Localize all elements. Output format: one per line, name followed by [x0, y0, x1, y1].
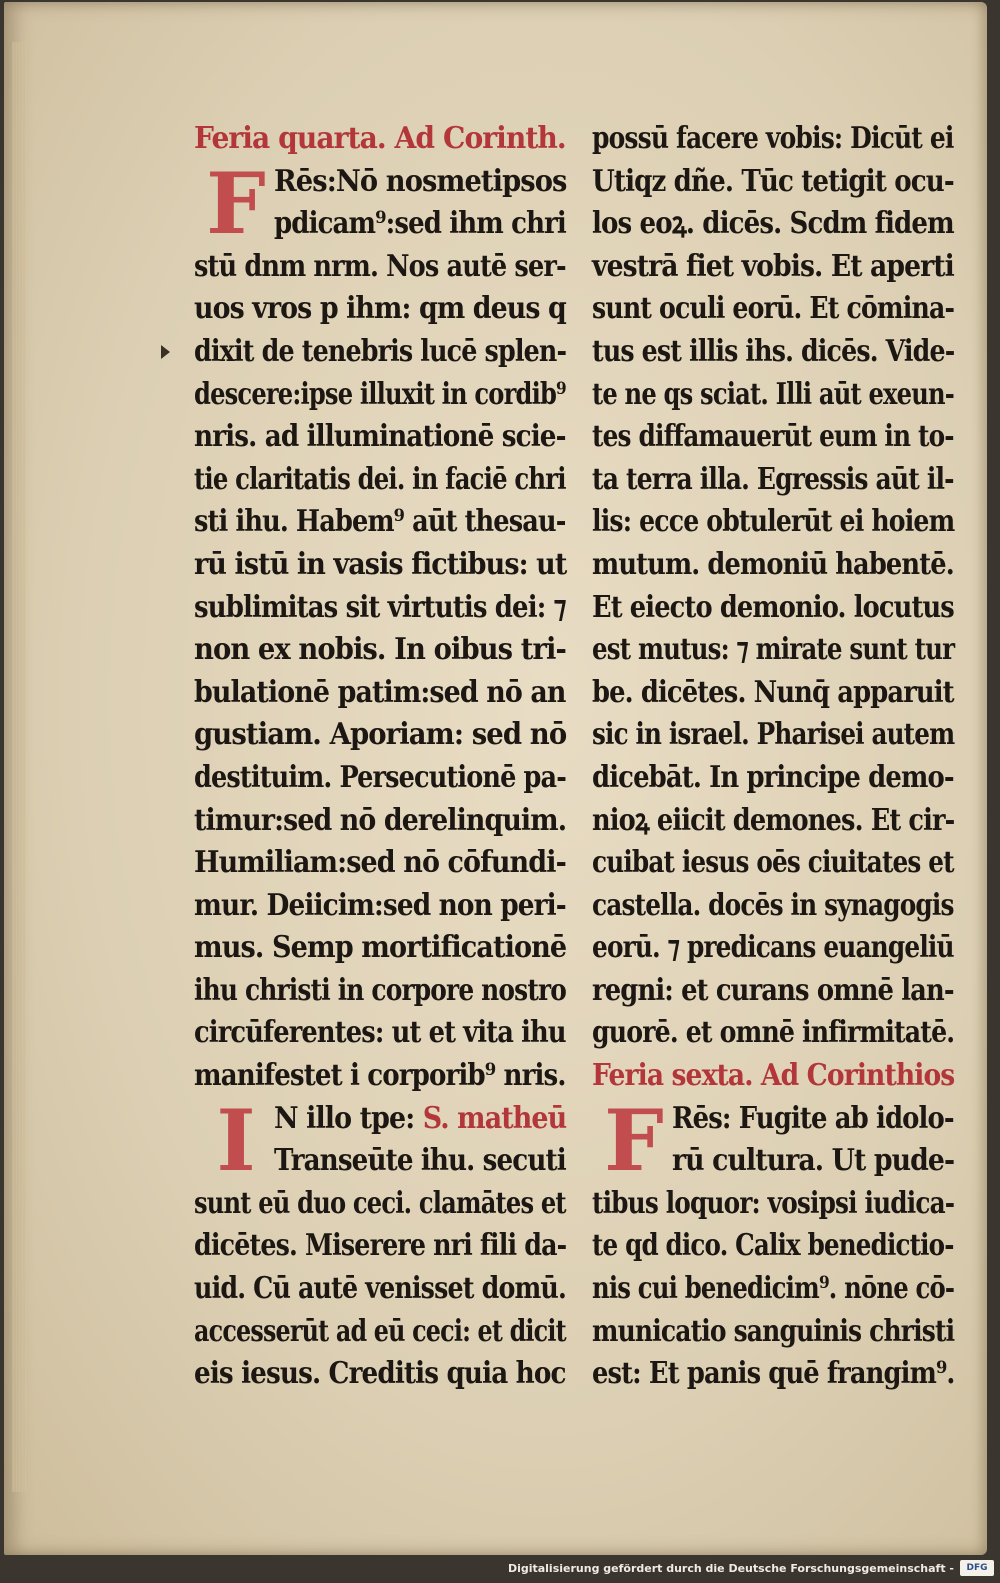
text-line: est mutus: ⁊ mirate sunt tur [592, 632, 955, 668]
text-line: regni: et curans omnē lan- [592, 972, 954, 1008]
text-line: gustiam. Aporiam: sed nō [194, 717, 567, 753]
text-line: cuibat iesus oēs ciuitates et [592, 845, 954, 881]
text-line: tus est illis ihs. dicēs. Vide- [592, 333, 955, 369]
text-line: castella. docēs in synagogis [592, 887, 954, 923]
text-line: non ex nobis. In oibus tri- [194, 632, 566, 668]
text-line: guorē. et omnē infirmitatē. [592, 1015, 955, 1051]
text-line: est: Et panis quē frangim⁹. [592, 1356, 955, 1392]
text-line: rū cultura. Ut pude- [672, 1143, 955, 1179]
text-line: mutum. demoniū habentē. [592, 546, 954, 582]
margin-mark [161, 345, 170, 359]
text-line: nioꝝ eiicit demones. Et cir- [592, 802, 955, 838]
gospel-initial-block [194, 1090, 567, 1190]
text-line: Transeūte ihu. secuti [274, 1143, 566, 1179]
text-line: dixit de tenebris lucē splen- [194, 333, 567, 369]
book-page [4, 2, 987, 1555]
text-line: mus. Semp mortificationē [194, 930, 567, 966]
text-line: uos vros p ihm: qm deus q [194, 291, 566, 327]
text-line: eorū. ⁊ predicans euangeliū [592, 930, 954, 966]
page-stack-edge [12, 42, 26, 1492]
text-line: mur. Deiicim:sed non peri- [194, 887, 566, 923]
text-line: stū dnm nrm. Nos autē ser- [194, 248, 566, 284]
text-line: ihu christi in corpore nostro [194, 972, 567, 1008]
text-line: tibus loquor: vosipsi iudica- [592, 1185, 955, 1221]
left-initial-block [194, 153, 567, 253]
text-line: uid. Cū autē venisset domū. [194, 1271, 566, 1307]
text-line: Rēs: Fugite ab idolo- [672, 1100, 954, 1136]
gospel-intro-line [202, 1098, 567, 1141]
text-line: te ne qs sciat. Illi aūt exeun- [592, 376, 955, 412]
right-column [592, 118, 954, 1396]
text-line: manifestet i corporib⁹ nris. [194, 1058, 566, 1094]
text-line: descere:ipse illuxit in cordib⁹ [194, 376, 566, 412]
text-line: possū facere vobis: Dicūt ei [592, 121, 954, 156]
text-line: dicebāt. In principe demo- [592, 759, 954, 795]
text-line: municatio sanguinis christi [592, 1313, 955, 1349]
gospel-intro: N illo tpe: [274, 1100, 423, 1136]
text-line: tes diffamauerūt eum in to- [592, 419, 954, 455]
gospel-rubric: S. matheū [422, 1100, 567, 1136]
right-initial-block [592, 1090, 955, 1190]
text-line: accesserūt ad eū ceci: et dicit [194, 1313, 566, 1349]
text-line: los eoꝝ. dicēs. Scdm fidem [592, 206, 954, 242]
text-line: sti ihu. Habem⁹ aūt thesau- [194, 504, 566, 540]
decorated-initial-f: F [604, 1090, 664, 1190]
text-line: sunt eū duo ceci. clamātes et [194, 1185, 566, 1221]
text-line: sunt oculi eorū. Et cōmina- [592, 291, 955, 327]
text-line: te qd dico. Calix benedictio- [592, 1228, 954, 1264]
decorated-initial-f: F [206, 153, 266, 253]
left-heading: Feria quarta. Ad Corinth. [194, 121, 566, 156]
text-line: pdicam⁹:sed ihm chri [274, 206, 566, 242]
text-line: sublimitas sit virtutis dei: ⁊ [194, 589, 566, 625]
text-line: timur:sed nō derelinquim. [194, 802, 567, 838]
text-line: Rēs:Nō nosmetipsos [274, 163, 567, 199]
decorated-initial-i: I [216, 1090, 256, 1190]
text-line: tie claritatis dei. in faciē chri [194, 461, 566, 497]
text-line: nis cui benedicim⁹. nōne cō- [592, 1271, 955, 1307]
text-line: ta terra illa. Egressis aūt il- [592, 461, 954, 497]
text-line: dicētes. Miserere nri fili da- [194, 1228, 567, 1264]
text-line: sic in israel. Pharisei autem [592, 717, 955, 753]
text-line: Utiqz dñe. Tūc tetigit ocu- [592, 163, 954, 199]
dfg-logo: DFG [960, 1560, 994, 1576]
left-column [194, 118, 566, 1396]
text-line: rū istū in vasis fictibus: ut [194, 546, 567, 582]
text-line: circūferentes: ut et vita ihu [194, 1015, 566, 1051]
text-line: destituim. Persecutionē pa- [194, 759, 566, 795]
right-heading: Feria sexta. Ad Corinthios [592, 1058, 955, 1094]
text-line: be. dicētes. Nunq̄ apparuit [592, 674, 954, 710]
text-line: lis: ecce obtulerūt ei hoiem [592, 504, 955, 540]
text-line: vestrā fiet vobis. Et aperti [592, 248, 954, 284]
text-line: bulationē patim:sed nō an [194, 674, 566, 710]
text-line: eis iesus. Creditis quia hoc [194, 1356, 566, 1392]
digitization-credit: Digitalisierung gefördert durch die Deutsche Forschungsgemeinschaft - [507, 1562, 954, 1575]
text-line: Et eiecto demonio. locutus [592, 589, 954, 625]
text-line: Humiliam:sed nō cōfundi- [194, 845, 566, 881]
text-line: nris. ad illuminationē scie- [194, 419, 566, 455]
footer-bar [0, 1555, 1000, 1583]
